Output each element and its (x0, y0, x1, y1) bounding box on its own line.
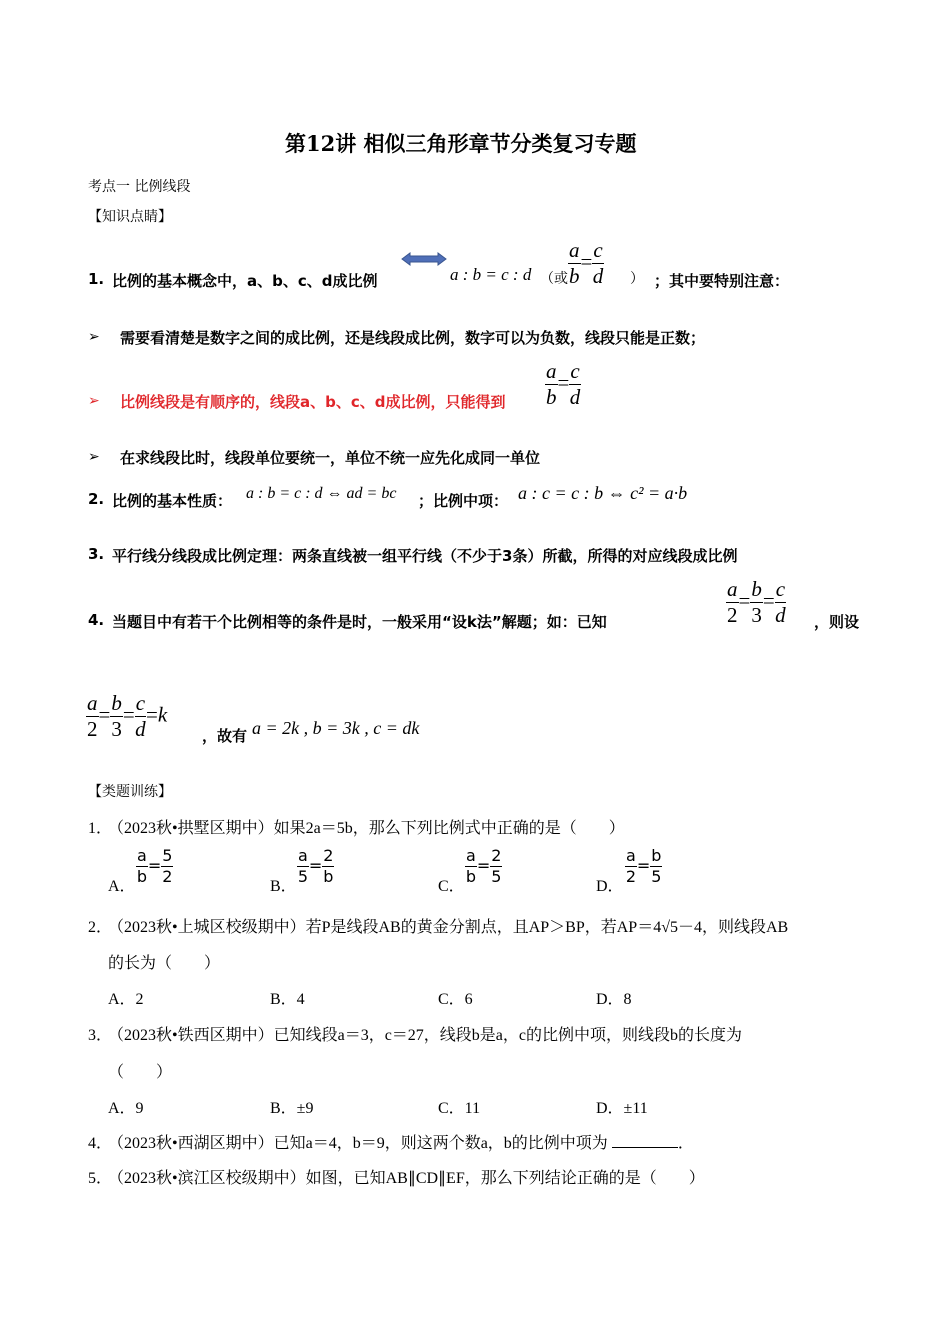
frac-den: 2 (87, 717, 98, 741)
frac-num: 5 (162, 846, 173, 865)
q1-option-d-fraction: $\frac{a}{2}$ = $\frac{b}{5}$ (625, 846, 662, 886)
question-2-text-cont: 的长为（ ） (108, 955, 221, 972)
frac-num: c (135, 691, 146, 715)
bullet-arrow-icon: ➢ (88, 329, 100, 345)
point-4-fraction: $\frac{a}{2}$ = $\frac{b}{3}$ = $\frac{c}{d}$ (727, 577, 786, 627)
q3-option-a: A．9 (108, 1100, 144, 1117)
point-3-number: 3. (88, 545, 105, 563)
question-1-text: （2023秋•拱墅区期中）如果2a＝5b，那么下列比例式中正确的是（ ） (108, 820, 625, 837)
frac-den: 5 (491, 867, 502, 886)
point-1-number: 1. (88, 270, 105, 288)
frac-num: a (298, 846, 308, 865)
point-1-close: ） (630, 271, 644, 287)
frac-num: a (87, 691, 98, 715)
q1-option-c-fraction: $\frac{a}{b}$ = $\frac{2}{5}$ (465, 846, 502, 886)
point-1-fraction: $\frac{a}{b}$ = $\frac{c}{d}$ (569, 238, 604, 288)
frac-num: b (111, 691, 122, 715)
q3-option-b: B．±9 (270, 1100, 314, 1117)
point-2-number: 2. (88, 490, 105, 508)
frac-num: a (626, 846, 636, 865)
practice-header: 【类题训练】 (88, 784, 172, 800)
point-4-tail: ，则设 (814, 613, 860, 631)
frac-num: 2 (491, 846, 502, 865)
frac-num: a (466, 846, 476, 865)
point-2-text: 比例的基本性质： (112, 492, 233, 510)
frac-num: a (727, 577, 738, 601)
q1-option-b-label: B． (270, 878, 297, 895)
frac-den: 3 (751, 603, 762, 627)
frac-den: 3 (111, 717, 122, 741)
point-1-text: 比例的基本概念中，a、b、c、d成比例 (112, 272, 378, 290)
point-1-tail: ；其中要特别注意： (654, 272, 790, 290)
question-2-number: 2． (88, 919, 113, 936)
frac-den: b (323, 867, 334, 886)
question-2-text: （2023秋•上城区校级期中）若P是线段AB的黄金分割点，且AP＞BP，若AP＝4√5－4，则线段AB (108, 919, 789, 936)
frac-den: b (465, 867, 476, 886)
point-4-result: a = 2k , b = 3k , c = dk (252, 718, 420, 738)
frac-num: b (651, 846, 662, 865)
page-title: 第12讲 相似三角形章节分类复习专题 (285, 131, 637, 156)
bullet-3-text: 在求线段比时，线段单位要统一，单位不统一应先化成同一单位 (120, 449, 541, 467)
frac-num: b (751, 577, 762, 601)
q1-option-a-fraction: $\frac{a}{b}$ = $\frac{5}{2}$ (136, 846, 173, 886)
question-5-number: 5． (88, 1170, 113, 1187)
q1-option-c-label: C． (438, 878, 465, 895)
question-1-number: 1． (88, 820, 113, 837)
frac-num: c (593, 238, 603, 262)
question-5-text: （2023秋•滨江区校级期中）如图，已知AB∥CD∥EF，那么下列结论正确的是（ ） (108, 1170, 705, 1187)
bullet-arrow-icon: ➢ (88, 393, 100, 409)
frac-den: 5 (297, 867, 308, 886)
q3-option-c: C．11 (438, 1100, 481, 1117)
q1-option-a-label: A． (108, 878, 136, 895)
bullet-2-fraction: $\frac{a}{b}$ = $\frac{c}{d}$ (546, 359, 581, 409)
frac-den: b (569, 264, 580, 288)
point-4-number: 4. (88, 611, 105, 629)
q2-option-c: C．6 (438, 991, 473, 1008)
q3-option-d: D．±11 (596, 1100, 648, 1117)
bullet-1-text: 需要看清楚是数字之间的成比例，还是线段成比例，数字可以为负数，线段只能是正数； (120, 329, 706, 347)
answer-blank[interactable] (612, 1133, 678, 1148)
frac-den: 5 (651, 867, 662, 886)
question-4-number: 4． (88, 1135, 113, 1152)
section-heading: 考点一 比例线段 (88, 179, 191, 195)
point-1-or: （或 (540, 271, 568, 287)
q2-option-b: B．4 (270, 991, 305, 1008)
frac-den: 2 (727, 603, 738, 627)
point-2-mid: ；比例中项： (418, 492, 509, 510)
frac-den: b (136, 867, 147, 886)
q2-option-a: A．2 (108, 991, 144, 1008)
frac-num: c (570, 359, 580, 383)
point-2-mean: a : c = c : b ⇔ c² = a·b (518, 483, 688, 503)
knowledge-header: 【知识点睛】 (88, 209, 172, 225)
question-4-stem: （2023秋•西湖区期中）已知a＝4，b＝9，则这两个数a，b的比例中项为 (108, 1135, 608, 1152)
frac-den: b (546, 385, 557, 409)
point-3-text: 平行线分线段成比例定理：两条直线被一组平行线（不少于3条）所截，所得的对应线段成比例 (112, 547, 738, 565)
q1-option-b-fraction: $\frac{a}{5}$ = $\frac{2}{b}$ (297, 846, 334, 886)
q2-option-d: D．8 (596, 991, 632, 1008)
question-3-number: 3． (88, 1027, 113, 1044)
point-1-proportion: a : b = c : d (450, 265, 532, 284)
bullet-arrow-icon: ➢ (88, 449, 100, 465)
frac-den: d (775, 603, 786, 627)
frac-num: a (137, 846, 147, 865)
question-4-text (108, 1130, 694, 1153)
frac-num: c (775, 577, 786, 601)
frac-den: d (592, 264, 604, 288)
point-2-property: a : b = c : d ⇔ ad = bc (246, 485, 397, 502)
frac-den: 2 (625, 867, 636, 886)
frac-num: 2 (323, 846, 334, 865)
frac-num: a (546, 359, 557, 383)
frac-den: d (135, 717, 146, 741)
bullet-2-text: 比例线段是有顺序的，线段a、b、c、d成比例，只能得到 (120, 393, 506, 411)
frac-den: d (569, 385, 581, 409)
question-3-text-cont: （ ） (108, 1064, 173, 1081)
point-4-mid: ，故有 (202, 727, 248, 745)
double-arrow-icon (400, 251, 448, 267)
frac-den: 2 (162, 867, 173, 886)
question-3-text: （2023秋•铁西区期中）已知线段a＝3，c＝27，线段b是a，c的比例中项，则线段b的长度为 (108, 1027, 743, 1044)
point-4-k-fraction: $\frac{a}{2}$ = $\frac{b}{3}$ = $\frac{c}{d}$ =k (87, 691, 168, 741)
point-4-text: 当题目中有若干个比例相等的条件是时，一般采用“设k法”解题；如：已知 (112, 613, 607, 631)
question-4-tail: ． (677, 1135, 694, 1152)
k-var: k (157, 702, 168, 727)
q1-option-d-label: D． (596, 878, 624, 895)
frac-num: a (569, 238, 580, 262)
